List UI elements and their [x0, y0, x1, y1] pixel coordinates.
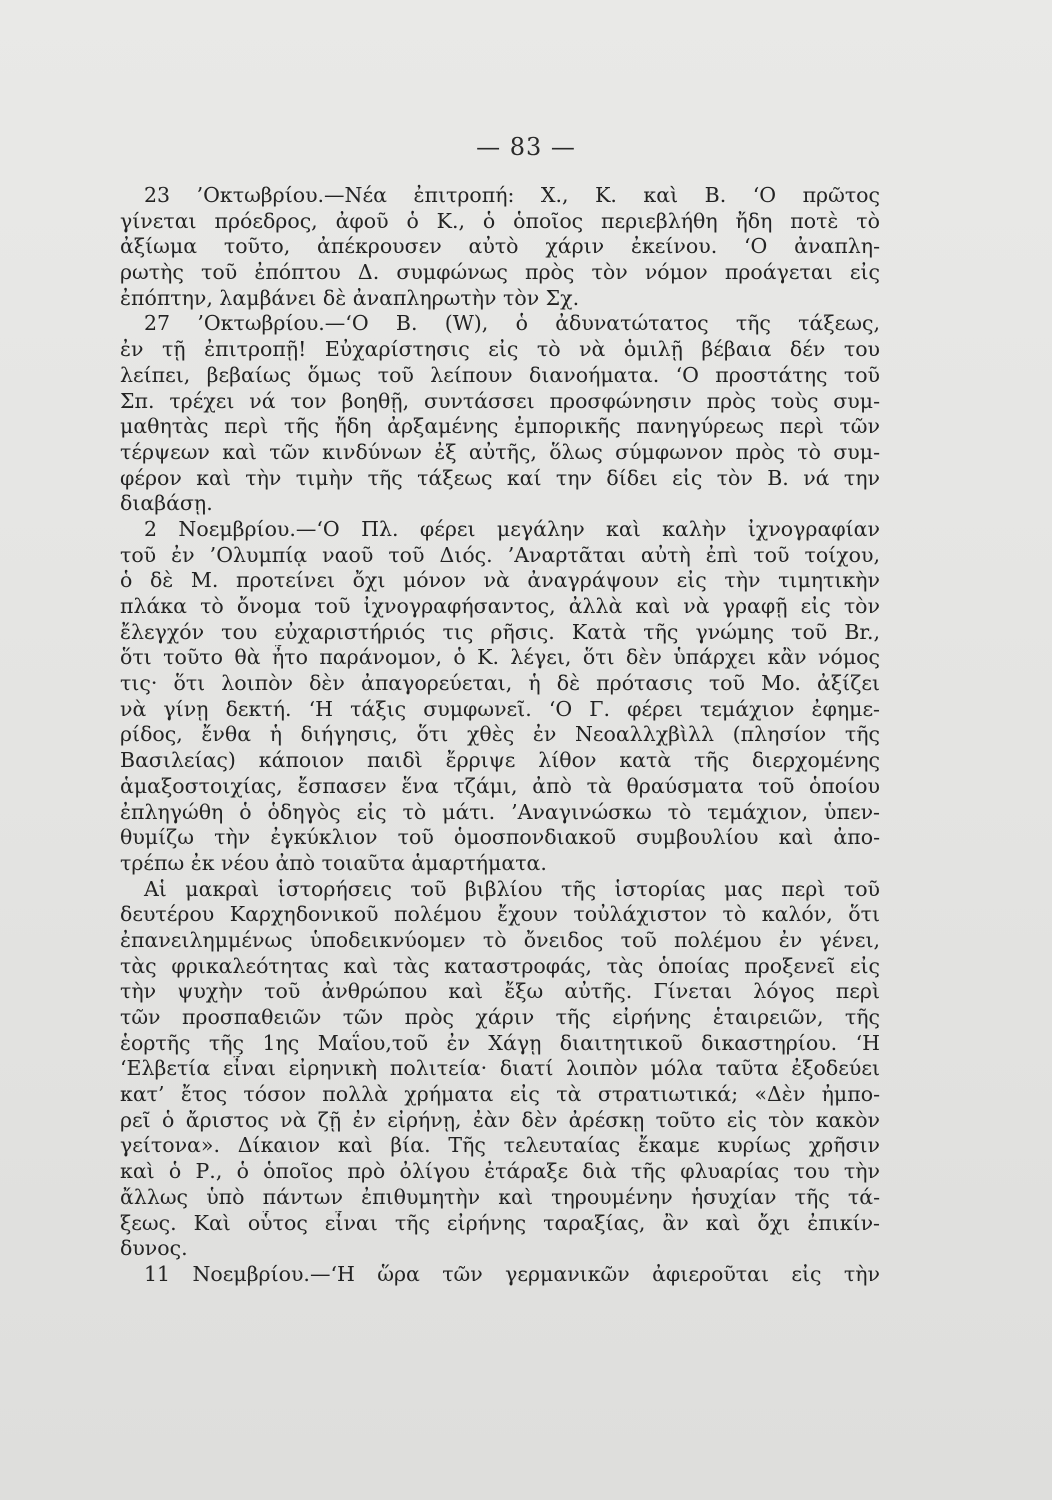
text-line: ρωτὴς τοῦ ἐπόπτου Δ. συμφώνως πρὸς τὸν νόμον προάγεται εἰς: [120, 260, 880, 285]
text-line: φέρον καὶ τὴν τιμὴν τῆς τάξεως καί την δίδει εἰς τὸν Β. νά την: [120, 465, 880, 490]
page-number: — 83 —: [476, 133, 576, 161]
text-line: τῶν προσπαθειῶν τῶν πρὸς χάριν τῆς εἰρήνης ἑταιρειῶν, τῆς: [120, 1005, 880, 1029]
text-line: ἐπόπτην, λαμβάνει δὲ ἀναπληρωτὴν τὸν Σχ.: [120, 285, 580, 310]
text-line: κατ’ ἔτος τόσον πολλὰ χρήματα εἰς τὰ στρατιωτικά; «Δὲν ἠμπο-: [120, 1082, 880, 1107]
text-line: 27 ’Οκτωβρίου.—‘Ο Β. (W), ὁ ἀδυνατώτατος τῆς τάξεως,: [144, 311, 880, 336]
text-line: ἐπανειλημμένως ὑποδεικνύομεν τὸ ὄνειδος τοῦ πολέμου ἐν γένει,: [120, 927, 880, 952]
text-line: 23 ’Οκτωβρίου.—Νέα ἐπιτροπή: Χ., Κ. καὶ Β. ‘Ο πρῶτος: [144, 183, 880, 207]
text-line: γίνεται πρόεδρος, ἀφοῦ ὁ Κ., ὁ ὁποῖος περιεβλήθη ἤδη ποτὲ τὸ: [120, 208, 880, 233]
text-line: ρίδος, ἔνθα ἡ διήγησις, ὅτι χθὲς ἐν Νεοαλλχβὶλλ (πλησίον τῆς: [120, 722, 880, 747]
text-line: ρεῖ ὁ ἄριστος νὰ ζῇ ἐν εἰρήνῃ, ἐὰν δὲν ἀρέσκῃ τοῦτο εἰς τὸν κακὸν: [120, 1107, 880, 1132]
text-line: ὁ δὲ Μ. προτείνει ὄχι μόνον νὰ ἀναγράψουν εἰς τὴν τιμητικὴν: [120, 568, 880, 593]
text-line: νὰ γίνῃ δεκτή. ‘Η τάξις συμφωνεῖ. ‘Ο Γ. φέρει τεμάχιον ἐφημε-: [120, 696, 880, 721]
text-line: Σπ. τρέχει νά τον βοηθῇ, συντάσσει προσφώνησιν πρὸς τοὺς συμ-: [120, 388, 880, 413]
text-line: ξεως. Καὶ οὗτος εἶναι τῆς εἰρήνης ταραξίας, ἂν καὶ ὄχι ἐπικίν-: [120, 1210, 880, 1235]
text-line: ἐπληγώθη ὁ ὁδηγὸς εἰς τὸ μάτι. ’Αναγινώσκω τὸ τεμάχιον, ὑπεν-: [120, 799, 880, 824]
text-line: καὶ ὁ Ρ., ὁ ὁποῖος πρὸ ὀλίγου ἐτάραξε διὰ τῆς φλυαρίας του τὴν: [120, 1159, 880, 1184]
text-line: Αἱ μακραὶ ἱστορήσεις τοῦ βιβλίου τῆς ἱστορίας μας περὶ τοῦ: [144, 876, 880, 901]
text-line: λείπει, βεβαίως ὅμως τοῦ λείπουν διανοήματα. ‘Ο προστάτης τοῦ: [120, 362, 880, 387]
text-line: θυμίζω τὴν ἐγκύκλιον τοῦ ὁμοσπονδιακοῦ συμβουλίου καὶ ἀπο-: [120, 825, 880, 850]
text-line: γείτονα». Δίκαιον καὶ βία. Τῆς τελευταίας ἔκαμε κυρίως χρῆσιν: [120, 1133, 880, 1158]
text-line: ἀξίωμα τοῦτο, ἀπέκρουσεν αὐτὸ χάριν ἐκείνου. ‘Ο ἀναπλη-: [120, 234, 880, 259]
text-line: διαβάσῃ.: [120, 491, 213, 516]
text-line: τρέπω ἐκ νέου ἀπὸ τοιαῦτα ἁμαρτήματα.: [120, 850, 547, 875]
text-line: Βασιλείας) κάποιον παιδὶ ἔρριψε λίθον κατὰ τῆς διερχομένης: [120, 748, 880, 773]
text-line: τέρψεων καὶ τῶν κινδύνων ἐξ αὐτῆς, ὅλως σύμφωνον πρὸς τὸ συμ-: [120, 439, 880, 464]
text-line: μαθητὰς περὶ τῆς ἤδη ἀρξαμένης ἐμπορικῆς πανηγύρεως περὶ τῶν: [120, 414, 880, 439]
text-line: ὅτι τοῦτο θὰ ἦτο παράνομον, ὁ Κ. λέγει, ὅτι δὲν ὑπάρχει κἂν νόμος: [120, 645, 880, 670]
text-line: τοῦ ἐν ’Ολυμπίᾳ ναοῦ τοῦ Διός. ’Αναρτᾶται αὐτὴ ἐπὶ τοῦ τοίχου,: [120, 542, 880, 567]
text-line: ἄλλως ὑπὸ πάντων ἐπιθυμητὴν καὶ τηρουμένην ἡσυχίαν τῆς τά-: [120, 1184, 880, 1209]
text-line: ἑορτῆς τῆς 1ης Μαΐου,τοῦ ἐν Χάγῃ διαιτητικοῦ δικαστηρίου. ‘Η: [120, 1030, 880, 1055]
text-line: τις· ὅτι λοιπὸν δὲν ἀπαγορεύεται, ἡ δὲ πρότασις τοῦ Μο. ἀξίζει: [120, 671, 880, 696]
text-line: δυνος.: [120, 1236, 188, 1261]
text-line: ἐν τῇ ἐπιτροπῇ! Εὐχαρίστησις εἰς τὸ νὰ ὁμιλῇ βέβαια δέν του: [120, 337, 880, 362]
text-line: ἁμαξοστοιχίας, ἔσπασεν ἕνα τζάμι, ἀπὸ τὰ θραύσματα τοῦ ὁποίου: [120, 773, 880, 798]
text-line: τὴν ψυχὴν τοῦ ἀνθρώπου καὶ ἔξω αὐτῆς. Γίνεται λόγος περὶ: [120, 979, 880, 1004]
text-line: πλάκα τὸ ὄνομα τοῦ ἰχνογραφήσαντος, ἀλλὰ καὶ νὰ γραφῇ εἰς τὸν: [120, 594, 880, 618]
body-text: [120, 183, 880, 1288]
text-line: τὰς φρικαλεότητας καὶ τὰς καταστροφάς, τὰς ὁποίας προξενεῖ εἰς: [120, 953, 880, 978]
text-line: ‘Ελβετία εἶναι εἰρηνικὴ πολιτεία· διατί λοιπὸν μόλα ταῦτα ἐξοδεύει: [120, 1056, 880, 1081]
text-line: 2 Νοεμβρίου.—‘Ο Πλ. φέρει μεγάλην καὶ καλὴν ἰχνογραφίαν: [144, 516, 880, 541]
text-line: 11 Νοεμβρίου.—‘Η ὥρα τῶν γερμανικῶν ἀφιεροῦται εἰς τὴν: [144, 1261, 880, 1286]
text-line: ἔλεγχόν του εὐχαριστήριός τις ρῆσις. Κατὰ τῆς γνώμης τοῦ Br.,: [120, 619, 880, 644]
text-line: δευτέρου Καρχηδονικοῦ πολέμου ἔχουν τοὐλάχιστον τὸ καλόν, ὅτι: [120, 902, 880, 927]
